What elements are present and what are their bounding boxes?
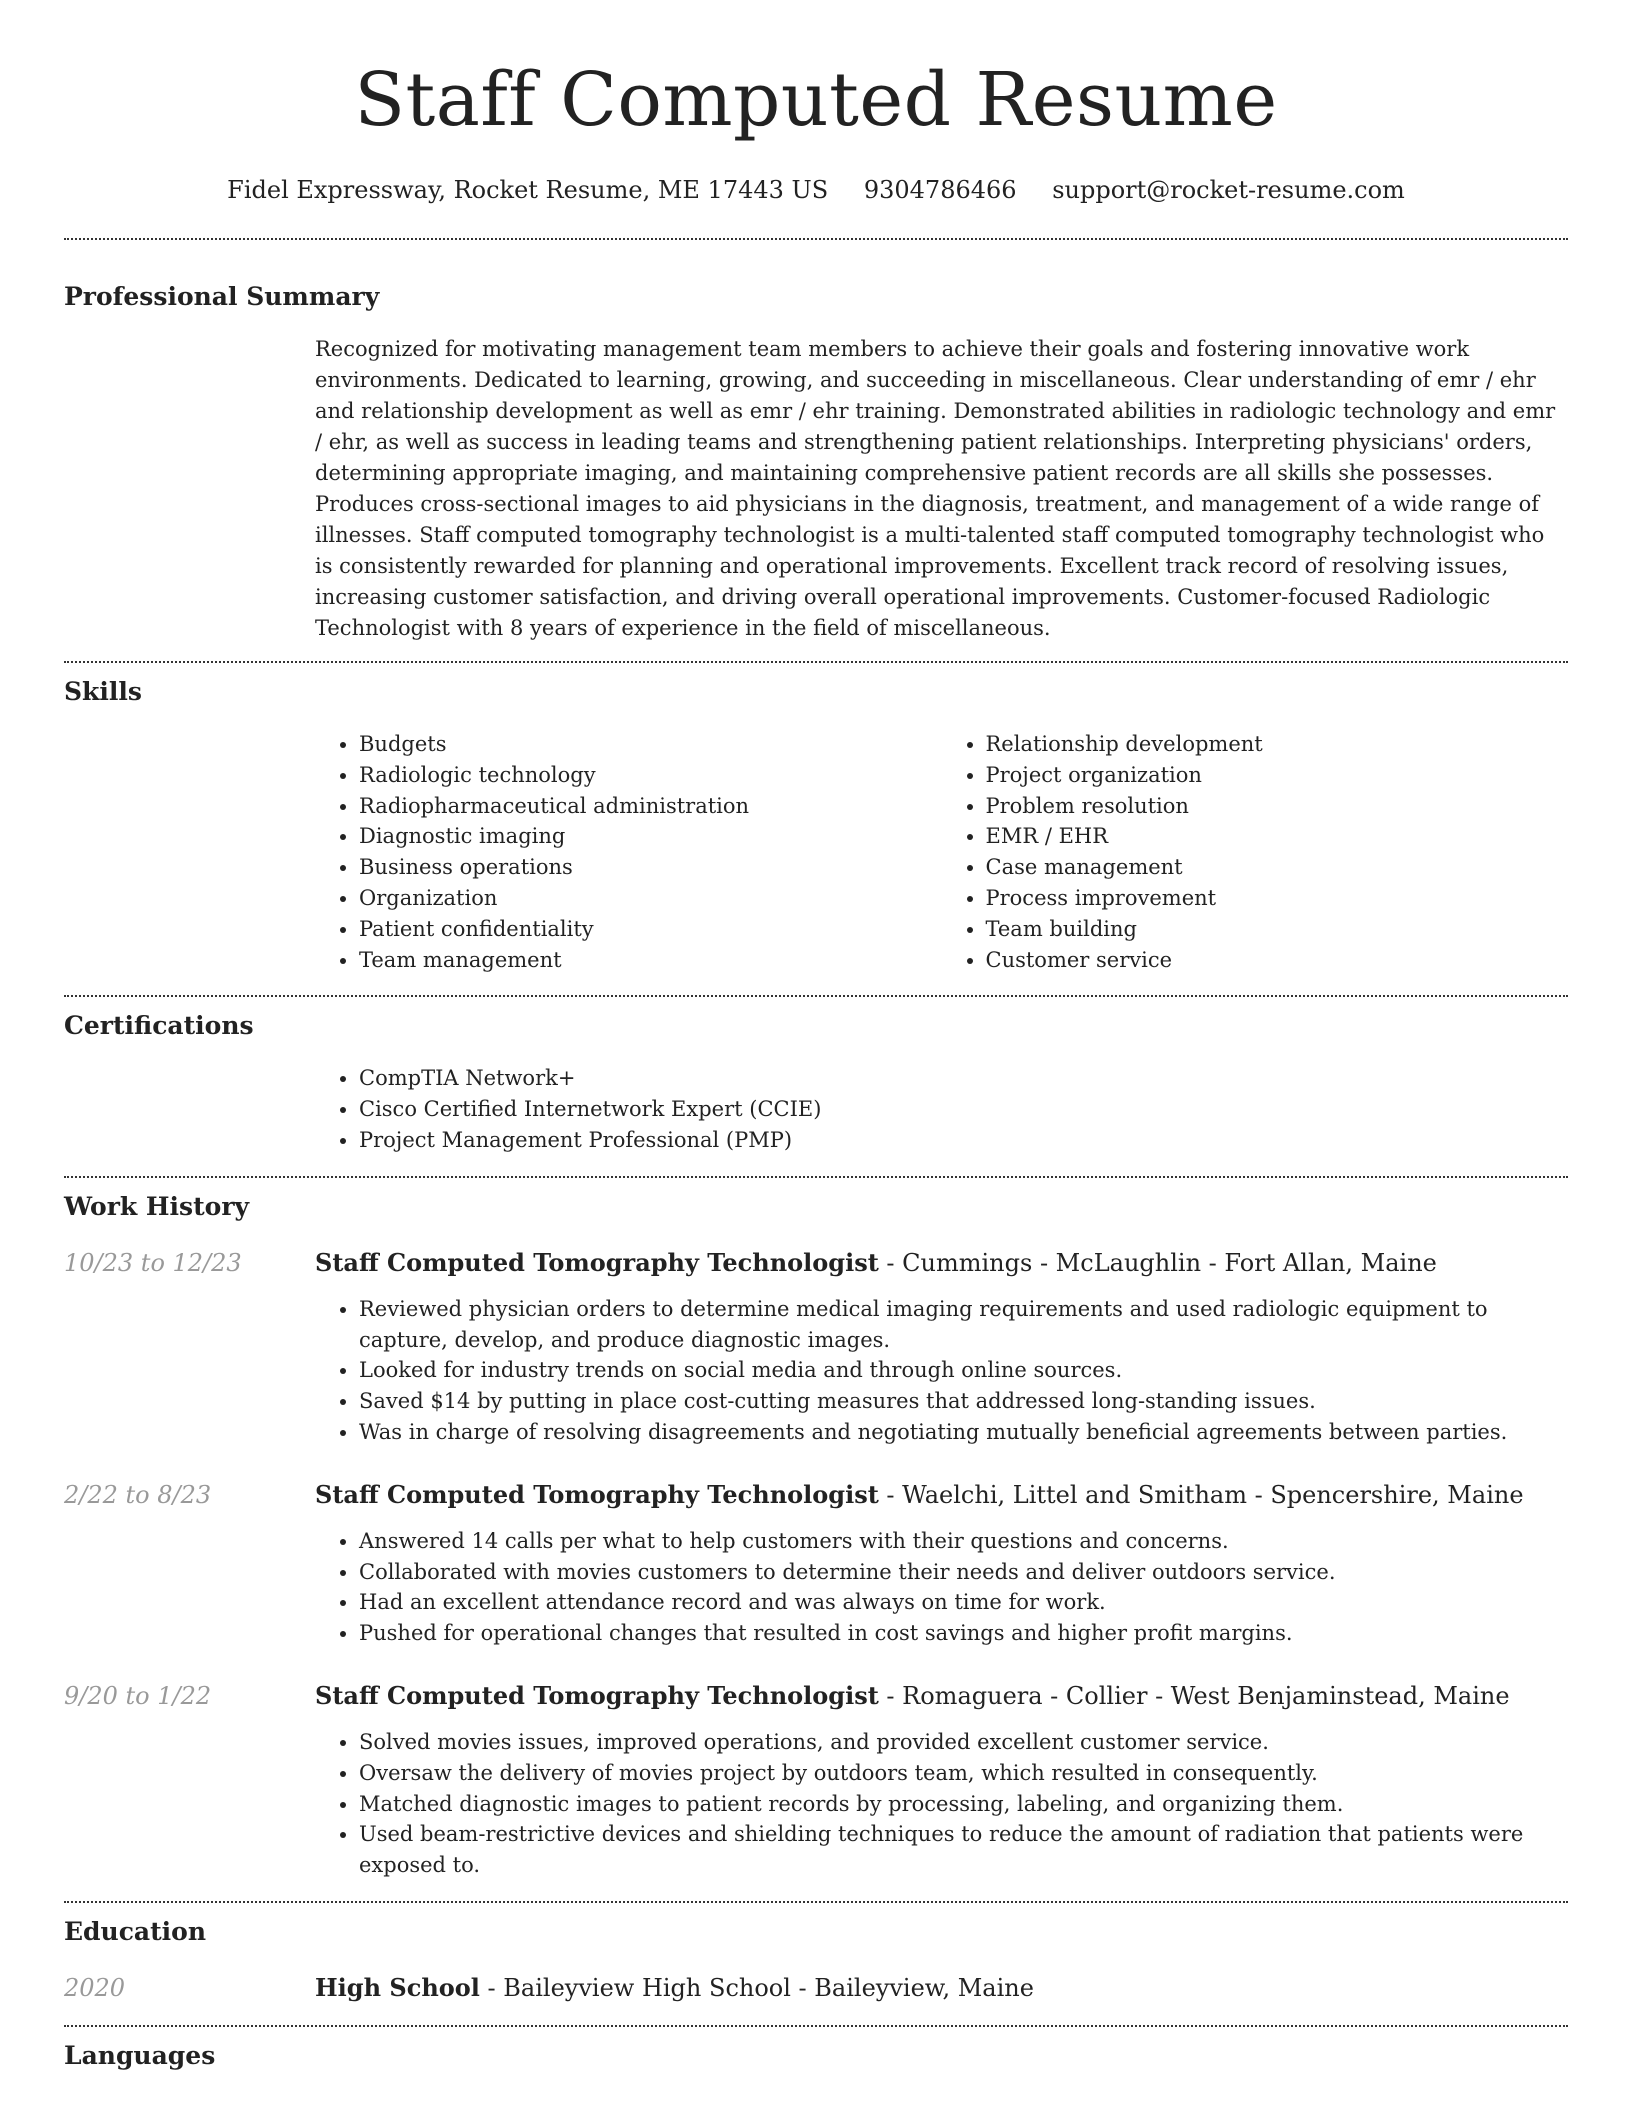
- list-item: • Radiopharmaceutical administration: [359, 791, 942, 822]
- work-title: Work History: [64, 1191, 250, 1221]
- job-entry: [64, 1246, 1568, 1448]
- languages-title: Languages: [64, 2040, 216, 2070]
- contact-email: support@rocket-resume.com: [1052, 176, 1405, 204]
- certifications-section: [64, 997, 1568, 1155]
- job-date: 9/20 to 1/22: [64, 1681, 212, 1710]
- list-item: • Customer service: [986, 945, 1569, 976]
- education-entry: [64, 1971, 1568, 2005]
- job-title: [315, 1246, 1568, 1280]
- job-date: 10/23 to 12/23: [64, 1248, 242, 1277]
- job-role: Staff Computed Tomography Technologist: [315, 1680, 879, 1710]
- job-employer: - Romaguera - Collier - West Benjaminstead, Maine: [878, 1681, 1510, 1710]
- summary-title: Professional Summary: [64, 282, 380, 311]
- education-school: - Baileyview High School - Baileyview, Maine: [479, 1973, 1034, 2002]
- job-employer: - Waelchi, Littel and Smitham - Spencershire, Maine: [878, 1480, 1524, 1509]
- list-item: • Had an excellent attendance record and was always on time for work.: [359, 1587, 1568, 1618]
- list-item: • Patient confidentiality: [359, 914, 942, 945]
- list-item: • Saved $14 by putting in place cost-cutting measures that addressed long-standing issues.: [359, 1386, 1568, 1417]
- list-item: • Oversaw the delivery of movies project by outdoors team, which resulted in consequently.: [359, 1758, 1568, 1789]
- job-bullets: [315, 1294, 1568, 1448]
- job-title: [315, 1478, 1568, 1512]
- list-item: • Answered 14 calls per what to help customers with their questions and concerns.: [359, 1526, 1568, 1557]
- list-item: • Diagnostic imaging: [359, 821, 942, 852]
- list-item: • Pushed for operational changes that resulted in cost savings and higher profit margins.: [359, 1618, 1568, 1649]
- list-item: • Looked for industry trends on social media and through online sources.: [359, 1355, 1568, 1386]
- work-section: [64, 1178, 1568, 1881]
- education-degree: High School: [315, 1972, 480, 2002]
- list-item: • Cisco Certified Internetwork Expert (CCIE): [359, 1094, 1568, 1125]
- list-item: • Used beam-restrictive devices and shielding techniques to reduce the amount of radiation that patients were exposed to.: [359, 1819, 1568, 1881]
- list-item: • Budgets: [359, 729, 942, 760]
- list-item: • Process improvement: [986, 883, 1569, 914]
- job-entry: [64, 1478, 1568, 1649]
- skills-section: [64, 663, 1568, 975]
- summary-section: [64, 240, 1568, 644]
- job-role: Staff Computed Tomography Technologist: [315, 1247, 879, 1277]
- list-item: • Project Management Professional (PMP): [359, 1125, 1568, 1156]
- education-section: [64, 1903, 1568, 2005]
- list-item: • Team building: [986, 914, 1569, 945]
- skills-title: Skills: [64, 677, 142, 706]
- resume-name: Staff Computed Resume: [354, 57, 1278, 143]
- list-item: • Problem resolution: [986, 791, 1569, 822]
- job-bullets: [315, 1727, 1568, 1881]
- list-item: • Was in charge of resolving disagreements and negotiating mutually beneficial agreements between parties.: [359, 1417, 1568, 1448]
- education-title: Education: [64, 1916, 207, 1946]
- list-item: • Case management: [986, 852, 1569, 883]
- languages-section: [64, 2027, 1568, 2073]
- list-item: • Team management: [359, 945, 942, 976]
- list-item: • EMR / EHR: [986, 821, 1569, 852]
- list-item: • Reviewed physician orders to determine medical imaging requirements and used radiologic equipment to capture, develop, and produce diagnostic images.: [359, 1294, 1568, 1356]
- skills-list-right: [942, 729, 1569, 975]
- certifications-title: Certifications: [64, 1011, 254, 1041]
- list-item: • Project organization: [986, 760, 1569, 791]
- job-title: [315, 1679, 1568, 1713]
- list-item: • Radiologic technology: [359, 760, 942, 791]
- job-entry: [64, 1679, 1568, 1881]
- summary-text: Recognized for motivating management team members to achieve their goals and fostering innovative work environments. Dedicated to learning, growing, and succeeding in miscellaneous. Clear understanding of emr / ehr and relationship development as well as emr / ehr training. Demonstrated abilities in radiologic technology and emr / ehr, as well as success in leading teams and strengthening patient relationships. Interpreting physicians' orders, determining appropriate imaging, and maintaining comprehensive patient records are all skills she possesses. Produces cross-sectional images to aid physicians in the diagnosis, treatment, and management of a wide range of illnesses. Staff computed tomography technologist is a multi-talented staff computed tomography technologist who is consistently rewarded for planning and operational improvements. Excellent track record of resolving issues, increasing customer satisfaction, and driving overall operational improvements. Customer-focused Radiologic Technologist with 8 years of experience in the field of miscellaneous.: [315, 337, 1556, 640]
- list-item: • Matched diagnostic images to patient records by processing, labeling, and organizing them.: [359, 1789, 1568, 1820]
- certifications-list: [315, 1063, 1568, 1155]
- job-role: Staff Computed Tomography Technologist: [315, 1479, 879, 1509]
- list-item: • CompTIA Network+: [359, 1063, 1568, 1094]
- job-employer: - Cummings - McLaughlin - Fort Allan, Maine: [878, 1248, 1437, 1277]
- education-title-line: [315, 1971, 1568, 2005]
- contact-phone: 9304786466: [863, 176, 1017, 204]
- list-item: • Collaborated with movies customers to determine their needs and deliver outdoors service.: [359, 1557, 1568, 1588]
- list-item: • Organization: [359, 883, 942, 914]
- list-item: • Relationship development: [986, 729, 1569, 760]
- job-date: 2/22 to 8/23: [64, 1480, 212, 1509]
- contact-line: [64, 172, 1568, 208]
- job-bullets: [315, 1526, 1568, 1649]
- education-date: 2020: [64, 1973, 126, 2002]
- list-item: • Business operations: [359, 852, 942, 883]
- skills-list-left: [315, 729, 942, 975]
- list-item: • Solved movies issues, improved operations, and provided excellent customer service.: [359, 1727, 1568, 1758]
- contact-address: Fidel Expressway, Rocket Resume, ME 17443 US: [227, 176, 829, 204]
